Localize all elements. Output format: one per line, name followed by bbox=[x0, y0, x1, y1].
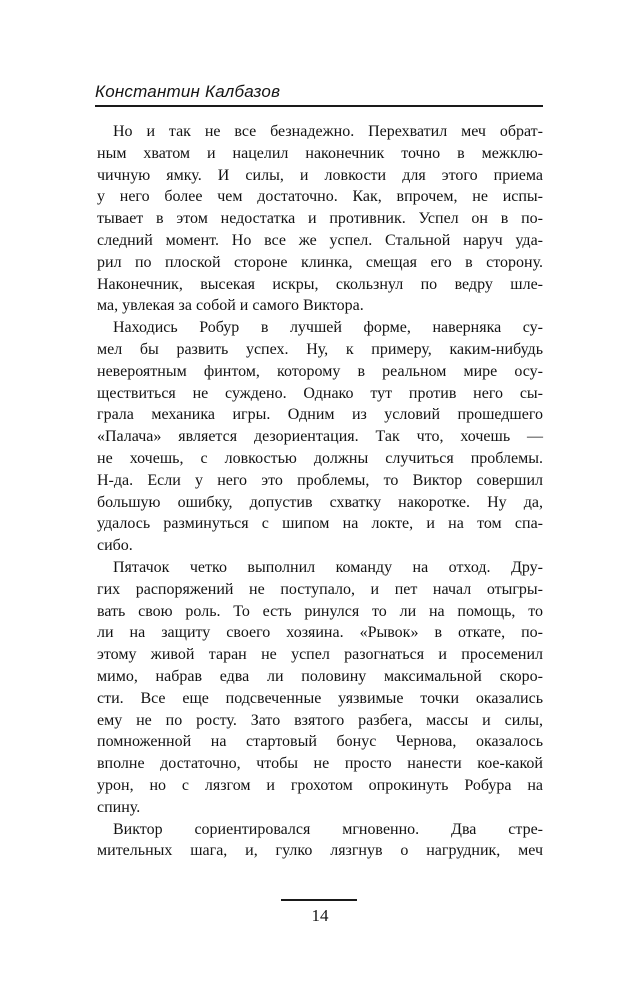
text-line: мимо, набрав едва ли половину максимальной скоро- bbox=[97, 667, 543, 685]
text-line: помноженной на стартовый бонус Чернова, оказалось bbox=[97, 733, 543, 751]
text-line: ществиться не суждено. Однако тут против него сы- bbox=[97, 384, 543, 402]
text-line: невероятным финтом, которому в реальном мире осу- bbox=[97, 362, 543, 380]
text-line: чичную ямку. И силы, и ловкости для этого приема bbox=[97, 166, 543, 184]
text-line: рил по плоской стороне клинка, смещая его в сторону. bbox=[97, 253, 543, 271]
paragraph bbox=[97, 819, 543, 863]
text-line: Наконечник, высекая искры, скользнул по ведру шле- bbox=[97, 275, 543, 293]
text-line: урон, но с лязгом и грохотом опрокинуть Робура на bbox=[97, 776, 543, 794]
text-line: мительных шага, и, гулко лязгнув о нагрудник, меч bbox=[97, 842, 543, 860]
body-text bbox=[97, 121, 543, 862]
text-line: Н-да. Если у него это проблемы, то Виктор совершил bbox=[97, 471, 543, 489]
text-line: грала механика игры. Одним из условий прошедшего bbox=[97, 406, 543, 424]
text-line: гих распоряжений не поступало, и пет начал отыгры- bbox=[97, 580, 543, 598]
text-line: этому живой таран не успел разогнаться и просеменил bbox=[97, 646, 543, 664]
footer-rule bbox=[281, 899, 357, 901]
text-line: не хочешь, с ловкостью должны случиться проблемы. bbox=[97, 449, 543, 467]
text-line: ему не по росту. Зато взятого разбега, массы и силы, bbox=[97, 711, 543, 729]
paragraph bbox=[97, 557, 543, 819]
text-line: вать свою роль. То есть ринулся то ли на помощь, то bbox=[97, 602, 543, 620]
text-line: «Палача» является дезориентация. Так что, хочешь — bbox=[97, 428, 543, 446]
paragraph bbox=[97, 121, 543, 317]
text-line: спину. bbox=[97, 798, 141, 816]
text-line: удалось разминуться с шипом на локте, и на том спа- bbox=[97, 515, 543, 533]
text-line: Пятачок четко выполнил команду на отход. Дру- bbox=[113, 558, 543, 576]
running-header-author: Константин Калбазов bbox=[95, 82, 281, 101]
text-line: сти. Все еще подсвеченные уязвимые точки оказались bbox=[97, 689, 543, 707]
text-line: ма, увлекая за собой и самого Виктора. bbox=[97, 297, 364, 315]
text-line: ным хватом и нацелил наконечник точно в межклю- bbox=[97, 144, 543, 162]
paragraph bbox=[97, 317, 543, 557]
text-line: сибо. bbox=[97, 537, 133, 555]
text-line: ли на защиту своего хозяина. «Рывок» в откате, по- bbox=[97, 624, 543, 642]
text-line: мел бы развить успех. Ну, к примеру, каким-нибудь bbox=[97, 340, 543, 358]
text-line: вполне достаточно, чтобы не просто нанести кое-какой bbox=[97, 755, 543, 773]
text-line: у него более чем достаточно. Как, впрочем, не испы- bbox=[97, 188, 543, 206]
text-line: тывает в этом недостатка и противник. Успел он в по- bbox=[97, 210, 543, 228]
text-line: большую ошибку, допустив схватку накоротке. Ну да, bbox=[97, 493, 543, 511]
text-line: Виктор сориентировался мгновенно. Два стре- bbox=[113, 820, 543, 838]
text-line: Но и так не все безнадежно. Перехватил меч обрат- bbox=[113, 123, 543, 140]
header-rule bbox=[95, 105, 543, 107]
page-number: 14 bbox=[311, 906, 329, 925]
text-line: следний момент. Но все же успел. Стальной наруч уда- bbox=[97, 231, 543, 249]
text-line: Находись Робур в лучшей форме, наверняка су- bbox=[113, 319, 543, 337]
